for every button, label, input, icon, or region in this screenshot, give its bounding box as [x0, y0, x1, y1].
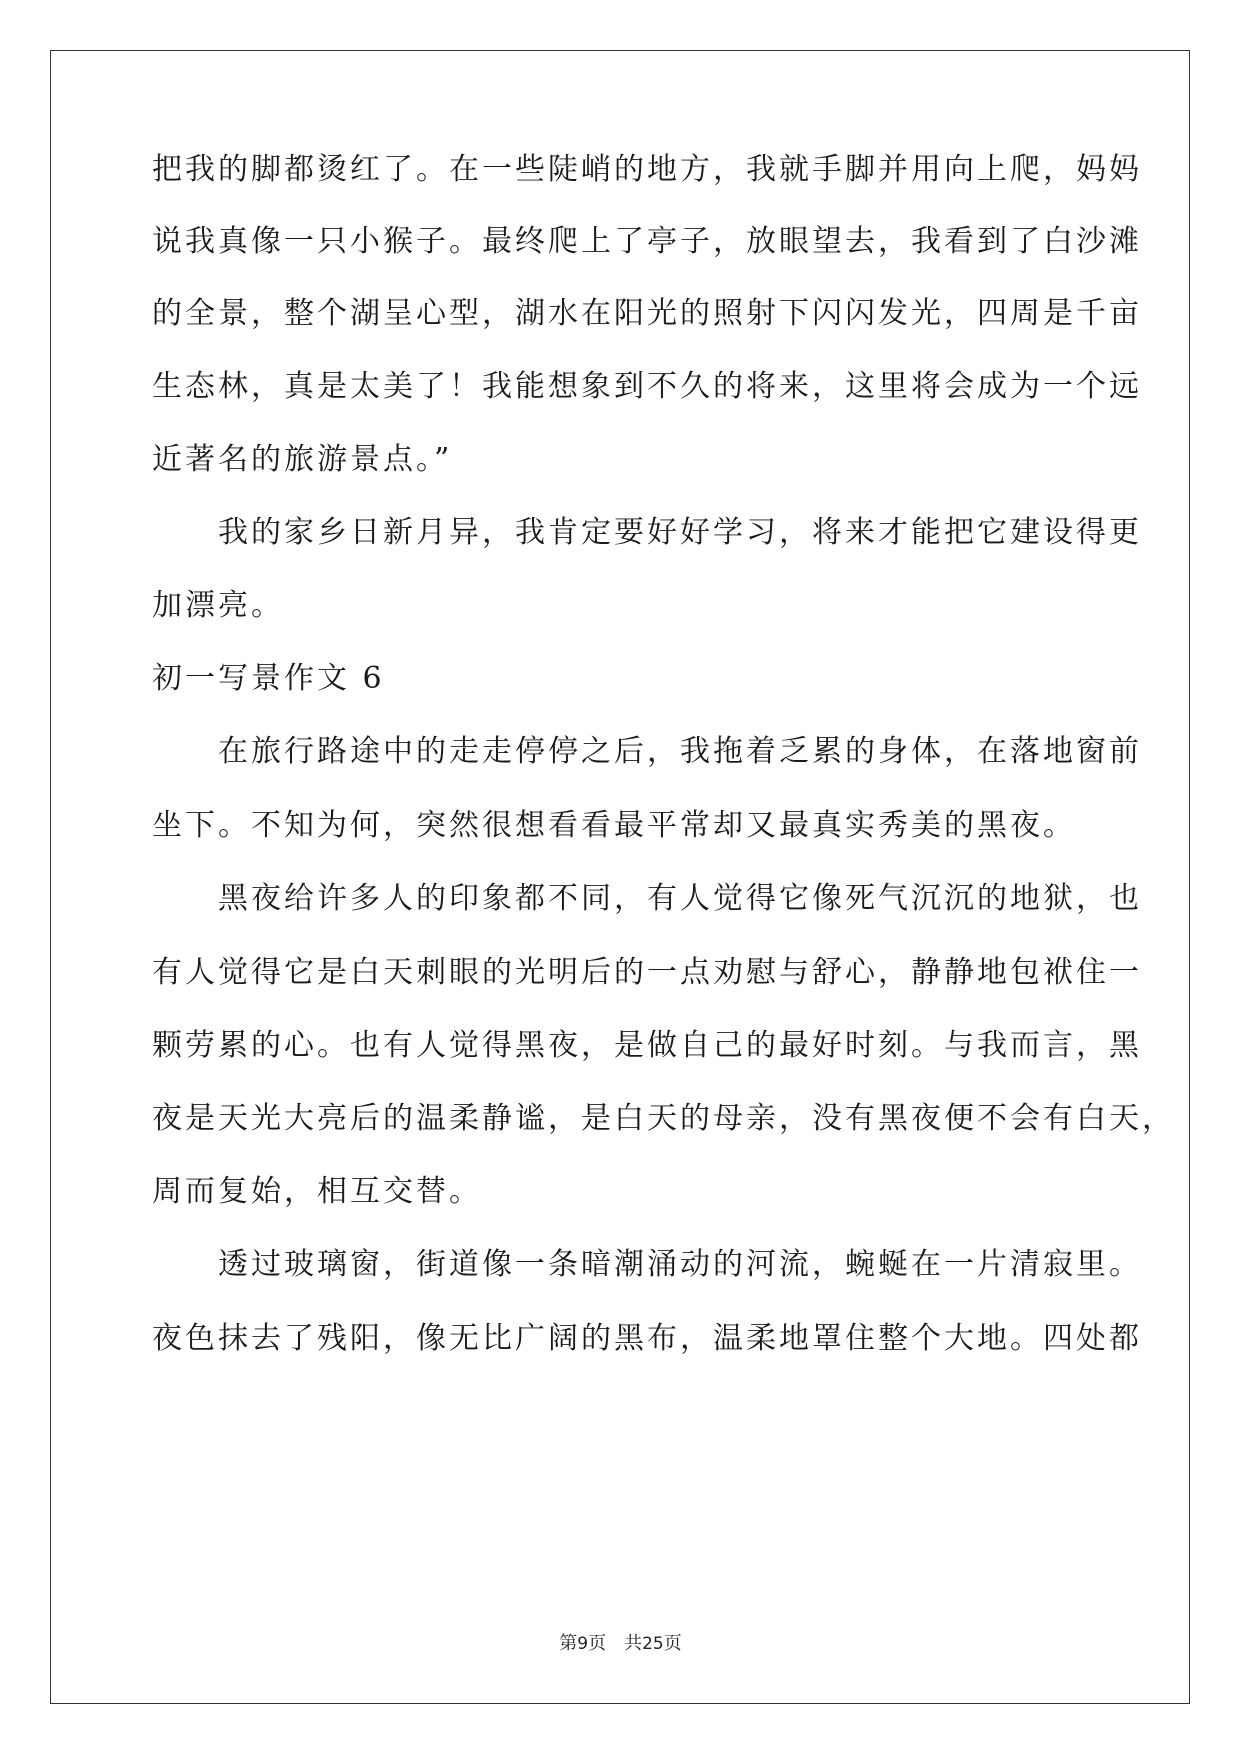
text-line: 的全景，整个湖呈心型，湖水在阳光的照射下闪闪发光，四周是千亩: [152, 296, 1142, 331]
text-line: 加漂亮。: [152, 588, 284, 623]
text-line: 说我真像一只小猴子。最终爬上了亭子，放眼望去，我看到了白沙滩: [152, 224, 1142, 259]
text-line: 生态林，真是太美了！我能想象到不久的将来，这里将会成为一个远: [152, 369, 1142, 404]
paragraph-line: 透过玻璃窗，街道像一条暗潮涌动的河流，蜿蜒在一片清寂里。: [152, 1247, 1142, 1282]
paragraph-line: 在旅行路途中的走走停停之后，我拖着乏累的身体，在落地窗前: [152, 734, 1142, 769]
text-line: 周而复始，相互交替。: [152, 1174, 482, 1209]
text-line: 坐下。不知为何，突然很想看看最平常却又最真实秀美的黑夜。: [152, 808, 1076, 843]
page-footer: [0, 1632, 1241, 1656]
page-mid: 页 共: [588, 1633, 643, 1654]
text-line: 夜色抹去了残阳，像无比广阔的黑布，温柔地罩住整个大地。四处都: [152, 1321, 1142, 1356]
section-heading: 初一写景作文 6: [152, 661, 385, 696]
text-line: 夜是天光大亮后的温柔静谧，是白天的母亲，没有黑夜便不会有白天，: [152, 1101, 1175, 1136]
text-line: 颗劳累的心。也有人觉得黑夜，是做自己的最好时刻。与我而言，黑: [152, 1028, 1142, 1063]
page-total: 25: [642, 1634, 664, 1654]
paragraph-line: 黑夜给许多人的印象都不同，有人觉得它像死气沉沉的地狱，也: [152, 881, 1142, 916]
page-suffix: 页: [663, 1633, 682, 1654]
page-prefix: 第: [559, 1633, 578, 1654]
text-line: 有人觉得它是白天刺眼的光明后的一点劝慰与舒心，静静地包袱住一: [152, 955, 1142, 990]
text-line: 把我的脚都烫红了。在一些陡峭的地方，我就手脚并用向上爬，妈妈: [152, 152, 1142, 187]
page-current: 9: [577, 1634, 589, 1654]
text-line: 近著名的旅游景点。”: [152, 442, 453, 477]
paragraph-line: 我的家乡日新月异，我肯定要好好学习，将来才能把它建设得更: [152, 515, 1142, 550]
